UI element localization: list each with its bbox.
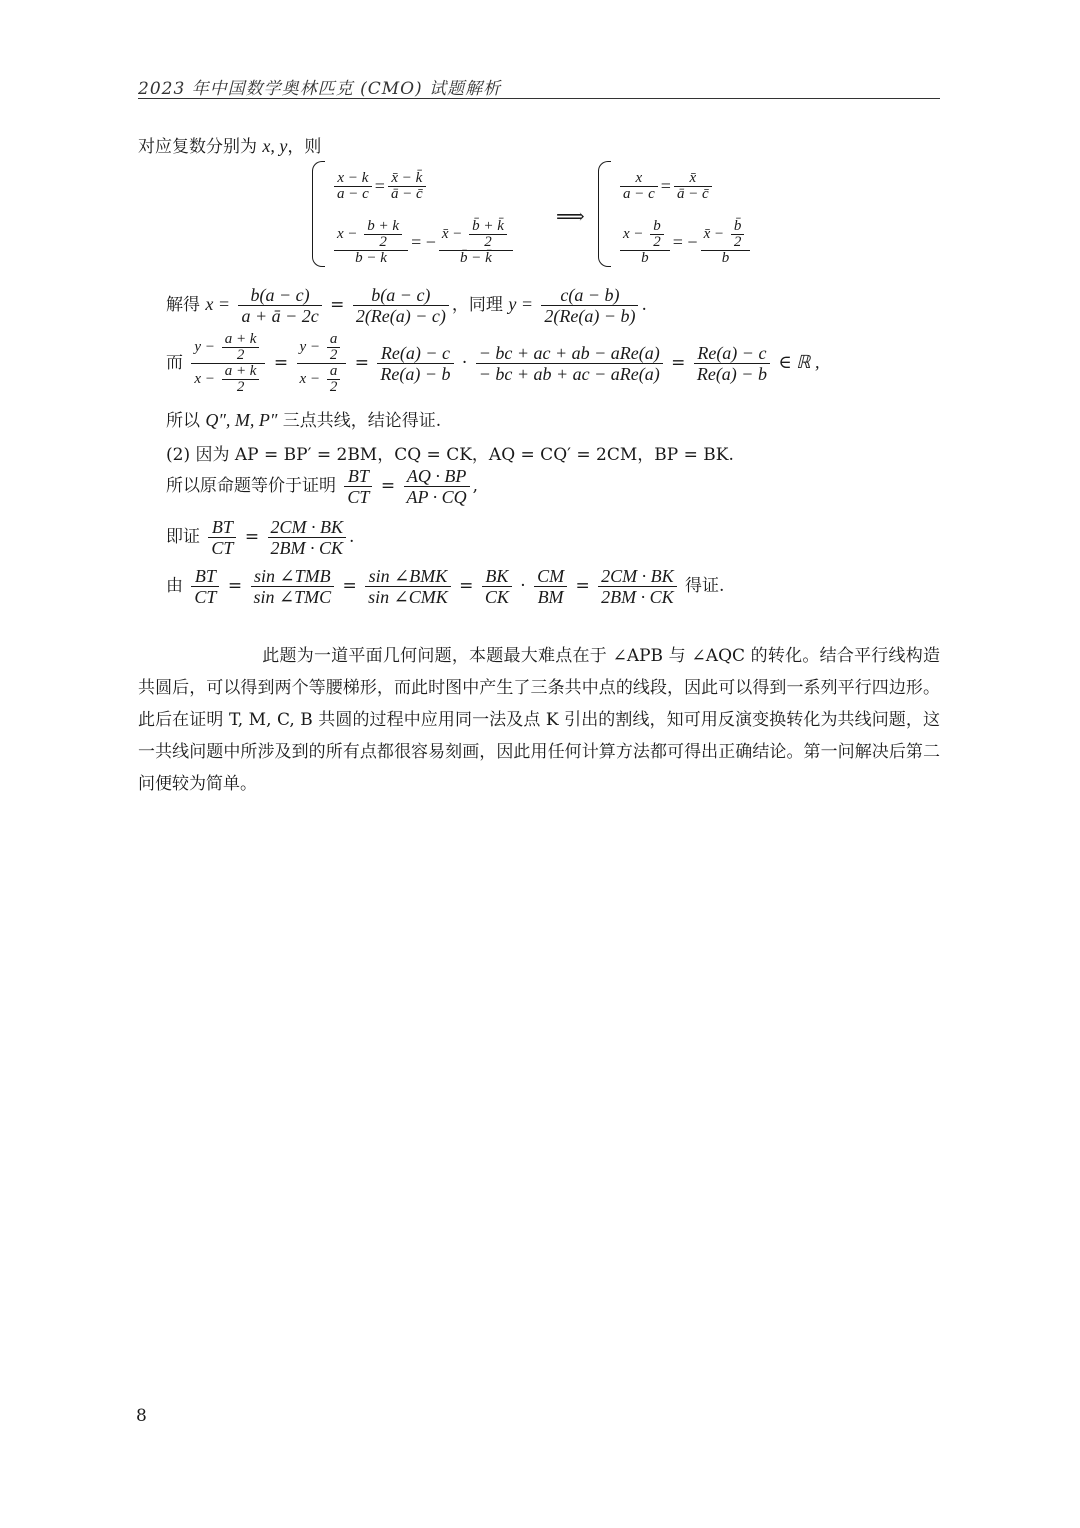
frac-num: x <box>620 171 658 187</box>
x-equals: x = <box>205 294 231 314</box>
left-brace <box>312 161 325 267</box>
frac-num: x̄ − k̄ <box>388 171 426 187</box>
solve-end: . <box>641 295 647 315</box>
conclusion-prefix: 所以 <box>166 411 206 431</box>
implies-arrow: ⟹ <box>556 204 585 228</box>
equation-system-right <box>598 158 753 270</box>
solve-mid: ，同理 <box>451 295 509 315</box>
final-suffix: 得证. <box>679 576 725 596</box>
equals-minus: = − <box>672 231 698 252</box>
frac-den: 2 <box>653 233 661 250</box>
ratio-line: 而 y − $\frac{a + k}{2}$ x − $\frac{a + k}{2}$ = y − $\frac{a}{2}$ x − $\frac{a}{2}$ = $\frac{Re(a) - c}{Re(a) - b}$ · $\frac{\text{− bc + ac + ab − aRe(a)}}{\text{− bc + ab + ac − aRe(a)}}$ = $\frac{Re(a) - c}{Re(a) - b}$ ∈ ℝ , <box>166 331 820 395</box>
frac-den: Re(a) − b <box>696 364 767 384</box>
ratio-a-num-pre: y − <box>194 338 215 355</box>
y-equals: y = <box>508 294 533 314</box>
equivalent-line: 所以原命题等价于证明 $\frac{BT}{CT}$ = $\frac{AQ \cdot BP}{AP \cdot CQ}$ , <box>166 466 479 507</box>
equivalent-end: , <box>472 476 479 496</box>
frac-den: a − c <box>623 185 655 202</box>
solve-line: 解得 x = $\frac{b(a - c)}{a + ā - 2c}$ = $\frac{b(a - c)}{2(Re(a) - c)}$ ，同理 y = $\frac{c(a - b)}{2(Re(a) - b)}$ . <box>166 285 647 326</box>
frac-den: 2 <box>236 347 245 363</box>
prove-prefix: 即证 <box>166 527 206 547</box>
frac-num: AQ · BP <box>404 466 470 487</box>
ratio-b-den-pre: x − <box>299 370 321 387</box>
frac-den: CT <box>211 538 234 558</box>
frac-num: b <box>650 219 664 235</box>
frac-den: CT <box>194 587 217 607</box>
system-left-row1: $\frac{x - k}{a - c}$ = $\frac{x̄ - k̄}{ā - c̄}$ <box>331 161 516 211</box>
frac-num: x − k <box>334 171 372 187</box>
part-2-line: (2) 因为 AP = BP′ = 2BM，CQ = CK，AQ = CQ′ = 2CM，BP = BK. <box>166 445 734 465</box>
frac-den: ā − c̄ <box>676 185 709 202</box>
intro-line <box>138 132 321 157</box>
row2-rpre: x̄ − <box>703 225 725 242</box>
frac-den: 2(Re(a) − b) <box>544 306 636 326</box>
header-rule <box>138 98 940 99</box>
frac-den: sin ∠TMC <box>253 587 332 607</box>
frac-den: Re(a) − b <box>380 364 451 384</box>
frac-num: CM <box>534 566 567 587</box>
frac-den: 2 <box>733 233 742 250</box>
frac-num: BK <box>482 566 512 587</box>
frac-num: sin ∠TMB <box>251 566 335 587</box>
ratio-prefix: 而 <box>166 353 183 373</box>
frac-num: c(a − b) <box>541 285 638 306</box>
frac-den: b <box>721 249 730 266</box>
system-right-row2 <box>617 217 753 267</box>
frac-den: CT <box>347 487 370 507</box>
frac-num: b(a − c) <box>238 285 321 306</box>
frac-num: b̄ + k̄ <box>469 219 507 235</box>
frac-den: 2 <box>329 347 338 363</box>
row2-pre: x − <box>337 225 358 242</box>
frac-num: 2CM · BK <box>268 517 347 538</box>
equivalent-prefix: 所以原命题等价于证明 <box>166 476 342 496</box>
frac-num: Re(a) − c <box>377 343 453 364</box>
frac-den: − bc + ab + ac − aRe(a) <box>478 364 660 384</box>
commentary-paragraph <box>138 640 940 800</box>
solve-prefix: 解得 <box>166 295 206 315</box>
running-header: 2023 年中国数学奥林匹克 (CMO) 试题解析 <box>138 79 502 99</box>
frac-den: BM <box>537 587 564 607</box>
page-number: 8 <box>136 1406 147 1426</box>
row2-rpre: x̄ − <box>441 225 463 242</box>
frac-num: BT <box>208 517 236 538</box>
ratio-a-den-pre: x − <box>194 370 215 387</box>
frac-num: x̄ <box>674 171 712 187</box>
frac-num: sin ∠BMK <box>365 566 451 587</box>
final-prefix: 由 <box>166 576 189 596</box>
frac-num: a <box>327 364 341 380</box>
frac-den: b̄ − k̄ <box>460 249 492 266</box>
frac-num: BT <box>344 466 372 487</box>
frac-num: BT <box>191 566 219 587</box>
frac-den: b <box>641 249 649 266</box>
prove-line: 即证 $\frac{BT}{CT}$ = $\frac{2CM \cdot BK}{2BM \cdot CK}$ . <box>166 517 355 558</box>
final-line: 由 $\frac{BT}{CT}$ = $\frac{\text{sin ∠TMB}}{\text{sin ∠TMC}}$ = $\frac{\text{sin ∠BMK}}{\text{sin ∠CMK}}$ = $\frac{BK}{CK}$ · $\frac{CM}{BM}$ = $\frac{2CM \cdot BK}{2BM \cdot CK}$ 得证. <box>166 566 725 607</box>
frac-den: CK <box>484 587 509 607</box>
conclusion-suffix: 三点共线，结论得证. <box>277 411 442 431</box>
ratio-tail: ∈ ℝ , <box>778 352 820 372</box>
frac-num: a + k <box>222 364 260 380</box>
frac-num: a <box>327 332 341 348</box>
frac-num: Re(a) − c <box>694 343 770 364</box>
right-system-brace <box>598 161 611 267</box>
frac-num: a + k <box>222 332 260 348</box>
frac-num: b + k <box>364 219 402 235</box>
frac-den: AP · CQ <box>406 487 467 507</box>
prove-end: . <box>349 527 355 547</box>
frac-den: 2 <box>484 233 492 250</box>
frac-den: ā − c̄ <box>390 185 423 202</box>
frac-den: 2 <box>379 233 387 250</box>
frac-den: sin ∠CMK <box>368 587 448 607</box>
intro-prefix: 对应复数分别为 <box>138 137 263 157</box>
system-left-row2 <box>331 217 516 267</box>
frac-den: b − k <box>355 249 387 266</box>
frac-num: b(a − c) <box>353 285 449 306</box>
frac-num: 2CM · BK <box>598 566 677 587</box>
conclusion-points: Q″, M, P″ <box>205 410 278 430</box>
frac-num: − bc + ac + ab − aRe(a) <box>476 343 663 364</box>
frac-den: a + ā − 2c <box>241 306 319 326</box>
commentary-text: 此题为一道平面几何问题，本题最大难点在于 ∠APB 与 ∠AQC 的转化。结合平行线构造共圆后，可以得到两个等腰梯形，而此时图中产生了三条共中点的线段，因此可以得到一系列平行四边形。此后在证明 T, M, C, B 共圆的过程中应用同一法及点 K 引出的割线，知可用反演变换转化为共线问题，这一共线问题中所涉及到的所有点都很容易刻画，因此用任何计算方法都可得出正确结论。第一问解决后第二问便较为简单。 <box>138 646 940 794</box>
frac-den: 2BM · CK <box>270 538 344 558</box>
frac-den: 2 <box>236 379 245 395</box>
intro-suffix: ，则 <box>287 137 322 157</box>
frac-den: a − c <box>337 185 369 202</box>
row2-pre: x − <box>623 225 644 242</box>
frac-den: 2BM · CK <box>601 587 674 607</box>
equals-minus: = − <box>411 231 436 252</box>
frac-num: b̄ <box>731 219 745 235</box>
frac-den: 2 <box>329 379 338 395</box>
frac-den: 2(Re(a) − c) <box>355 306 446 326</box>
ratio-b-num-pre: y − <box>299 338 321 355</box>
conclusion-1 <box>166 406 441 431</box>
intro-vars: x, y <box>262 136 288 156</box>
system-right-row1: $\frac{x}{a - c}$ = $\frac{x̄}{ā - c̄}$ <box>617 161 753 211</box>
equation-system-left <box>312 158 516 270</box>
